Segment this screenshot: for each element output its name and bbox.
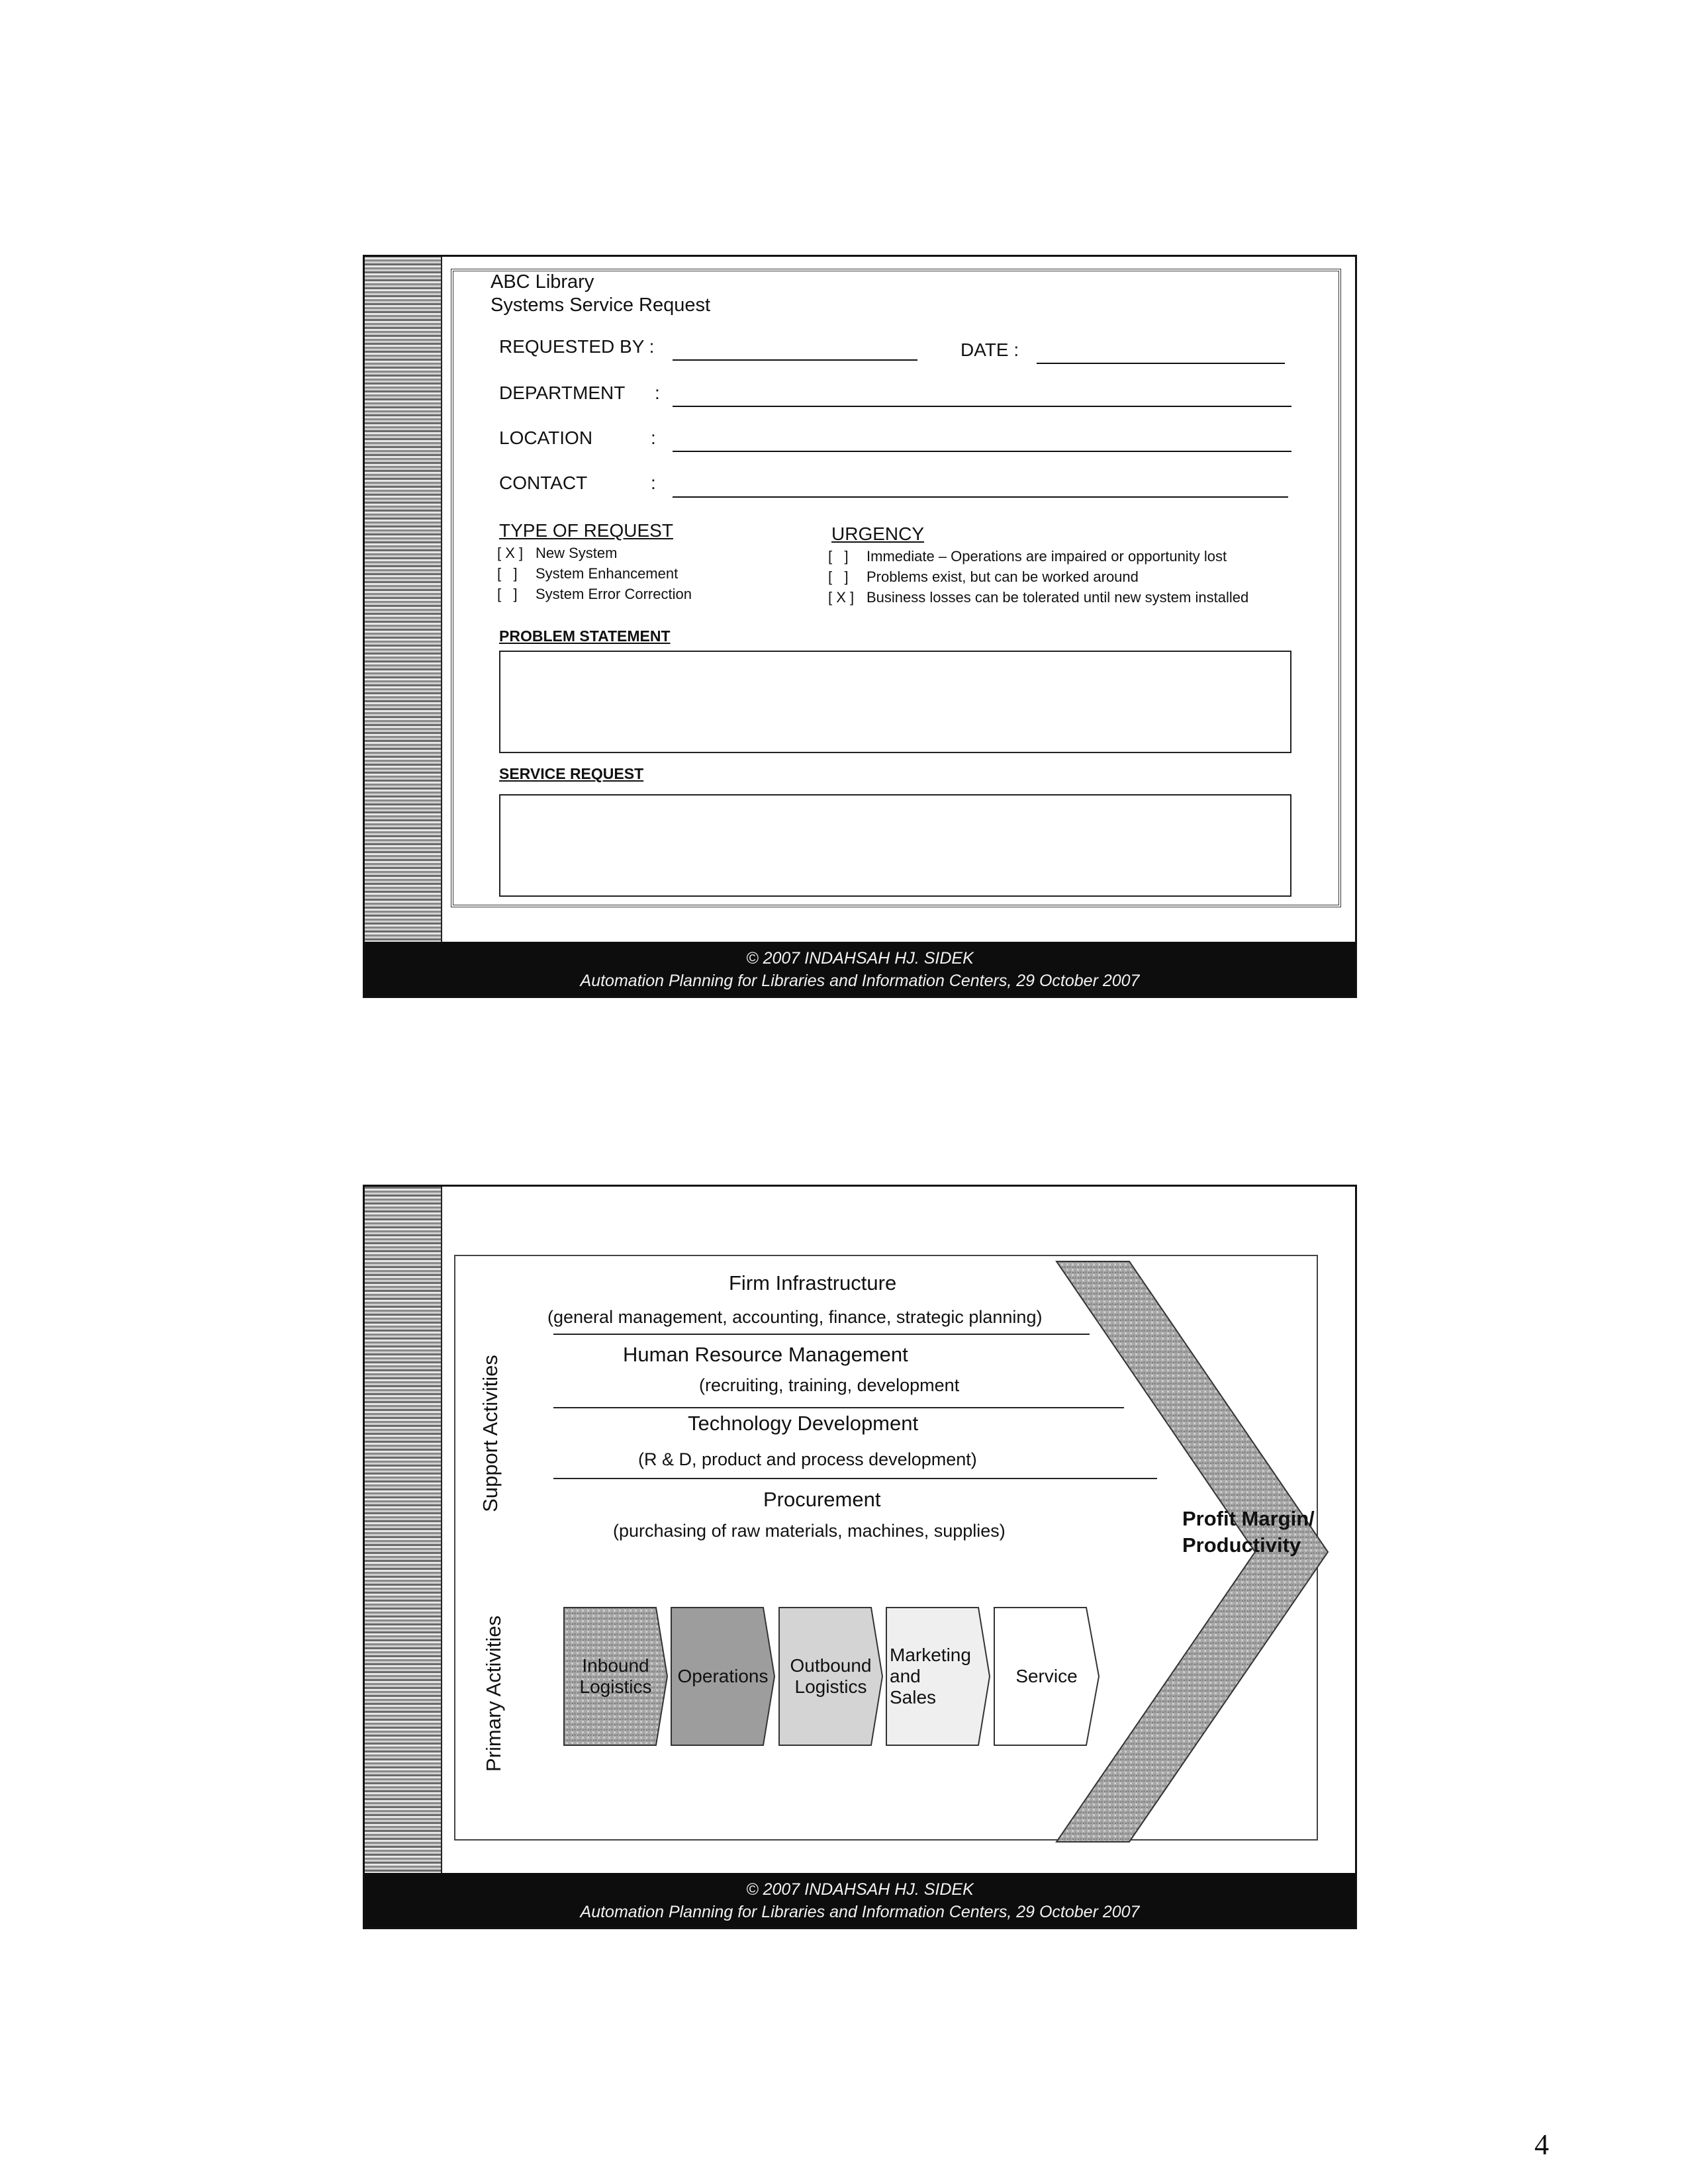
primary-activities-label: Primary Activities — [482, 1615, 505, 1772]
support-title-procurement: Procurement — [763, 1488, 881, 1511]
type-option[interactable] — [497, 563, 692, 584]
type-option-label: System Enhancement — [536, 565, 679, 582]
urgency-option[interactable] — [828, 587, 1248, 608]
location-label: LOCATION — [499, 428, 593, 448]
footer-event: Automation Planning for Libraries and Information Centers, 29 October 2007 — [580, 972, 1140, 990]
slide-footer — [365, 942, 1355, 996]
primary-label: Operations — [677, 1666, 769, 1686]
type-option-label: New System — [536, 545, 618, 561]
urgency-option-label: Immediate – Operations are impaired or opportunity lost — [867, 548, 1227, 565]
problem-statement-heading: PROBLEM STATEMENT — [499, 627, 671, 645]
urgency-option-label: Problems exist, but can be worked around — [867, 569, 1139, 585]
divider — [553, 1334, 1090, 1335]
urgency-option-list — [828, 546, 1248, 608]
checkbox-mark: [ X ] — [497, 545, 524, 561]
checkbox-mark: [ ] — [828, 548, 849, 565]
support-title-firm-infrastructure: Firm Infrastructure — [729, 1271, 897, 1295]
checkbox-mark: [ ] — [497, 586, 518, 602]
type-of-request-heading: TYPE OF REQUEST — [499, 520, 673, 541]
primary-inbound-logistics — [563, 1607, 668, 1746]
slide-value-chain — [363, 1185, 1357, 1929]
divider — [553, 1407, 1124, 1408]
type-option-list — [497, 543, 692, 604]
primary-label: Marketing and Sales — [890, 1645, 971, 1707]
type-option[interactable] — [497, 543, 692, 563]
profit-margin-chevron — [365, 1187, 1359, 1931]
location-colon: : — [651, 428, 656, 448]
primary-label: Inbound Logistics — [579, 1655, 652, 1697]
primary-service — [994, 1607, 1100, 1746]
contact-colon: : — [651, 473, 656, 493]
slide-service-request — [363, 255, 1357, 998]
type-option-label: System Error Correction — [536, 586, 692, 602]
urgency-option[interactable] — [828, 567, 1248, 587]
service-request-heading: SERVICE REQUEST — [499, 765, 644, 782]
slide-footer — [365, 1873, 1355, 1927]
type-option[interactable] — [497, 584, 692, 604]
footer-copyright: © 2007 INDAHSAH HJ. SIDEK — [746, 1880, 974, 1899]
footer-event: Automation Planning for Libraries and Information Centers, 29 October 2007 — [580, 1903, 1140, 1921]
page-number: 4 — [1534, 2128, 1549, 2161]
contact-label: CONTACT — [499, 473, 588, 493]
primary-operations — [671, 1607, 775, 1746]
department-colon: : — [655, 383, 660, 403]
support-desc-procurement: (purchasing of raw materials, machines, supplies) — [613, 1521, 1006, 1541]
support-activities-label: Support Activities — [479, 1355, 502, 1512]
department-field[interactable] — [673, 406, 1291, 407]
primary-outbound-logistics — [778, 1607, 883, 1746]
support-desc-firm-infrastructure: (general management, accounting, finance, strategic planning) — [547, 1307, 1043, 1327]
footer-copyright: © 2007 INDAHSAH HJ. SIDEK — [746, 949, 974, 968]
checkbox-mark: [ X ] — [828, 589, 855, 606]
problem-statement-box[interactable] — [499, 651, 1291, 753]
service-request-box[interactable] — [499, 794, 1291, 897]
primary-marketing-sales — [886, 1607, 990, 1746]
support-title-hr: Human Resource Management — [623, 1343, 908, 1366]
date-field[interactable] — [1037, 363, 1285, 364]
location-field[interactable] — [673, 451, 1291, 452]
primary-label: Service — [1015, 1666, 1078, 1686]
primary-label: Outbound Logistics — [790, 1655, 872, 1697]
urgency-option[interactable] — [828, 546, 1248, 567]
support-desc-hr: (recruiting, training, development — [699, 1375, 960, 1395]
urgency-heading: URGENCY — [831, 523, 925, 544]
urgency-option-label: Business losses can be tolerated until new system installed — [867, 589, 1249, 606]
profit-margin-label: Profit Margin/ Productivity — [1182, 1507, 1315, 1557]
department-label: DEPARTMENT — [499, 383, 626, 403]
slide-sidebar-texture — [365, 257, 442, 996]
checkbox-mark: [ ] — [497, 565, 518, 582]
contact-field[interactable] — [673, 496, 1288, 498]
divider — [553, 1478, 1157, 1479]
checkbox-mark: [ ] — [828, 569, 849, 585]
requested-by-field[interactable] — [673, 359, 917, 361]
support-title-technology: Technology Development — [688, 1412, 919, 1435]
form-title-library: ABC Library — [491, 271, 594, 293]
requested-by-label: REQUESTED BY : — [499, 336, 655, 357]
form-title-request: Systems Service Request — [491, 295, 711, 316]
date-label: DATE : — [961, 340, 1019, 360]
support-desc-technology: (R & D, product and process development) — [638, 1449, 977, 1469]
